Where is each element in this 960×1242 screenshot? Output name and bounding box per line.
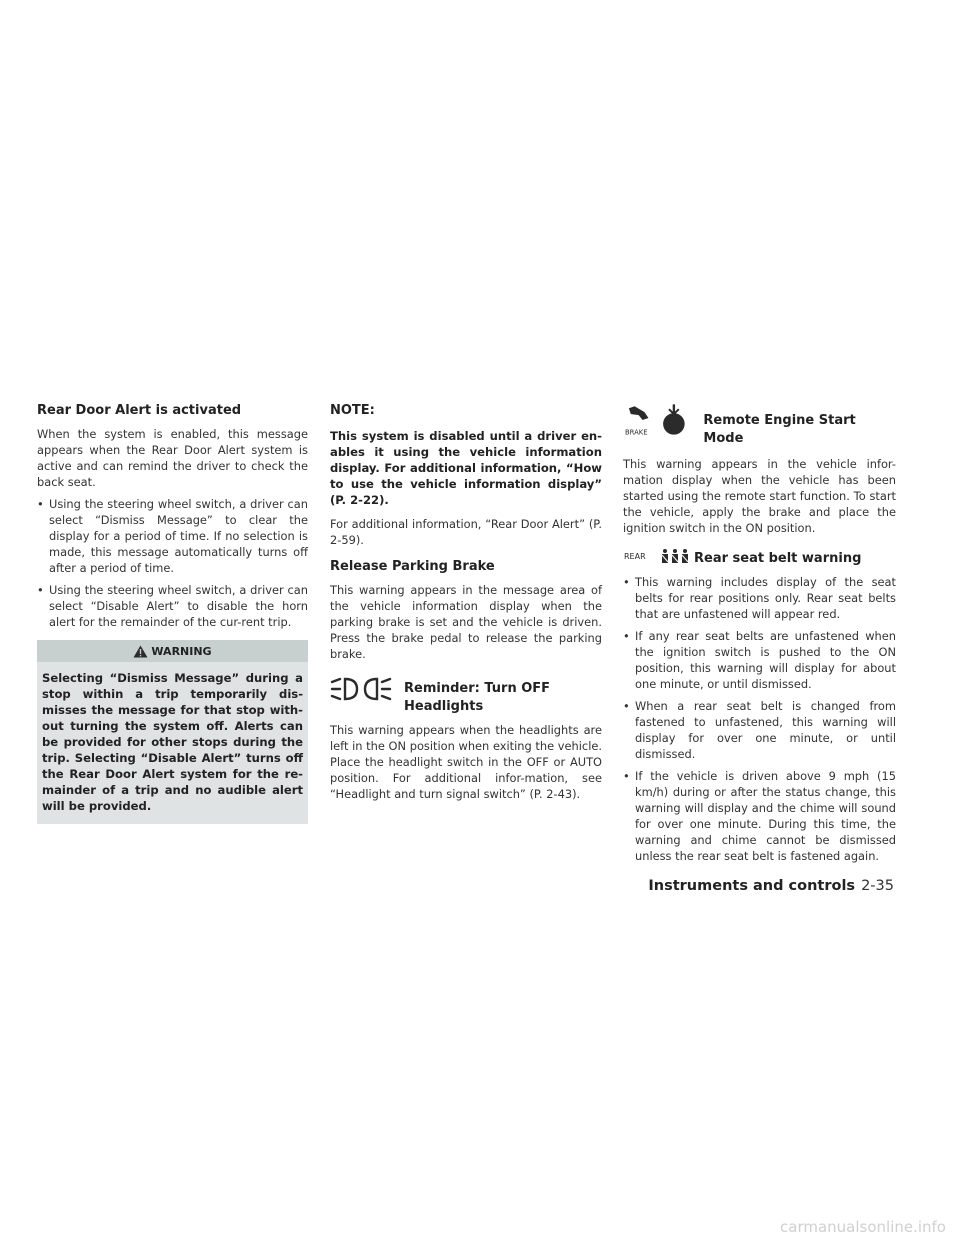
list-item: • This warning includes display of the seat belts for rear positions only. Rear seat belts that are unfastened will appear red. (623, 574, 896, 622)
rear-seatbelt-icon (623, 548, 689, 566)
list-item: • If the vehicle is driven above 9 mph (15 km/h) during or after the status change, this warning will display and the chime will sound for over one minute. During this time, the warning and chime cannot be dismissed unless the rear seat belt is fastened again. (623, 768, 896, 864)
section-title: Instruments and controls (648, 878, 856, 894)
column-middle (330, 402, 602, 808)
watermark: carmanualsonline.info (780, 1218, 946, 1236)
headlight-reminder-icon (330, 676, 398, 706)
remote-start-heading-row (623, 402, 896, 448)
page-footer (648, 878, 894, 894)
list-item: • Using the steering wheel switch, a driver can select “Dismiss Message” to clear the display for a period of time. If no selection is made, this message automatically turns off after a period of time. (37, 496, 308, 576)
remote-start-heading: Remote Engine Start Mode (703, 413, 856, 446)
parking-brake-text: This warning appears in the message area of the vehicle information display when the parking brake is set and the vehicle is driven. Press the brake pedal to release the parking brake. (330, 583, 602, 661)
seatbelt-heading-row (623, 548, 896, 568)
list-item: • Using the steering wheel switch, a driver can select “Disable Alert” to disable the horn alert for the remainder of the cur-rent trip. (37, 582, 308, 630)
headlight-title-wrap (404, 676, 550, 716)
headlight-text: This warning appears when the headlights are left in the ON position when exiting the vehicle. Place the headlight switch in the OFF or AUTO position. For additional infor-mation, see “Headlight and turn signal switch” (P. 2-43). (330, 723, 602, 801)
svg-text:BRAKE: BRAKE (624, 428, 648, 437)
headlight-heading-line-1: Reminder: Turn OFF (404, 681, 551, 696)
headlight-heading-row (330, 676, 602, 716)
seatbelt-list (623, 574, 896, 864)
note-reference: For additional information, “Rear Door Alert” (P. 2-59). (330, 517, 602, 547)
svg-text:REAR: REAR (624, 552, 646, 561)
column-right (623, 402, 896, 870)
warning-header (37, 640, 308, 662)
remote-start-brake-icon (623, 402, 695, 438)
warning-text: Selecting “Dismiss Message” during a stop within a trip temporarily dis-misses the message for that stop with-out turning the system off. Alerts can be provided for other stops during the trip. Selecting “Disable Alert” turns off the Rear Door Alert system for the re-mainder of a trip and no audible alert will be provided. (42, 671, 303, 813)
warning-box (37, 640, 308, 824)
seatbelt-heading: Rear seat belt warning (694, 551, 862, 566)
rear-door-alert-list (37, 496, 308, 630)
rear-door-alert-heading: Rear Door Alert is activated (37, 403, 242, 418)
note-title: NOTE: (330, 403, 375, 418)
parking-brake-heading: Release Parking Brake (330, 559, 495, 574)
list-item: • If any rear seat belts are unfastened when the ignition switch is pushed to the ON position, this warning will display for about one minute, or until dismissed. (623, 628, 896, 692)
headlight-heading-line-2: Headlights (404, 699, 484, 714)
warning-label: WARNING (151, 644, 212, 658)
remote-start-text: This warning appears in the vehicle infor-mation display when the vehicle has been started using the remote start function. To start the vehicle, apply the brake and place the ignition switch in the ON position. (623, 457, 896, 535)
list-item: • When a rear seat belt is changed from fastened to unfastened, this warning will display for over one minute, or until dismissed. (623, 698, 896, 762)
column-left (37, 402, 308, 824)
rear-door-alert-intro: When the system is enabled, this message appears when the Rear Door Alert system is active and can remind the driver to check the back seat. (37, 427, 308, 489)
warning-triangle-icon (133, 645, 148, 658)
remote-start-title-wrap (703, 402, 896, 448)
note-text: This system is disabled until a driver en-ables it using the vehicle information display. For additional information, “How to use the vehicle information display” (P. 2-22). (330, 429, 602, 507)
seatbelt-title-wrap (694, 548, 861, 568)
page-number: 2-35 (861, 878, 894, 894)
